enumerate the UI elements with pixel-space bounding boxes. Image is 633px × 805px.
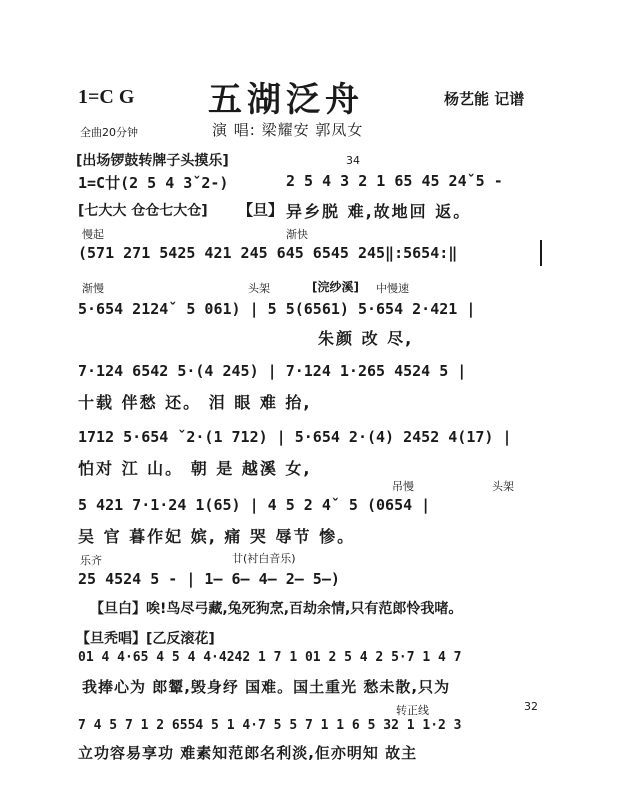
lyric-line: 异乡脱 难,故地回 返。 [286, 202, 472, 221]
tempo-mark: 转正线 [396, 704, 429, 717]
tempo-mark: 渐慢 [82, 282, 104, 295]
tempo-mark: 中慢速 [376, 282, 409, 295]
notation-line: 5·654 2124ˇ 5 061) | 5 5(6561) 5·654 2·421 | [78, 300, 476, 318]
lyric-line: 怕对 江 山。 朝 是 越溪 女, [78, 459, 312, 478]
tempo-mark: 头架 [248, 282, 270, 295]
notation-line: 1=C廿(2 5 4 3ˇ2-) [78, 174, 229, 192]
tempo-mark: 渐快 [286, 228, 308, 241]
tempo-mark: 慢起 [82, 228, 104, 241]
notation-line: 5 421 7·1·24 1(65) | 4 5 2 4ˇ 5 (0654 | [78, 496, 431, 514]
lyric-line: 十载 伴愁 还。 泪 眼 难 抬, [78, 393, 312, 412]
tempo-mark: 吊慢 [392, 480, 414, 493]
notation-line: 7·124 6542 5·(4 245) | 7·124 1·265 4524 5 | [78, 362, 467, 380]
tempo-annotation: 34 [346, 154, 360, 167]
lyric-line: 立功容易享功 难素知范郎名利淡,佢亦明知 故主 [78, 744, 418, 762]
notation-line: 2 5 4 3 2 1 65 45 24ˇ5 - [286, 172, 503, 190]
lyric-line: 朱颜 改 尽, [318, 329, 414, 348]
page-title: 五湖泛舟 [208, 80, 364, 120]
tempo-annotation: 32 [524, 700, 538, 713]
notation-line: 7 4 5 7 1 2 6554 5 1 4·7 5 5 7 1 1 6 5 32 1 1·2 3 [78, 718, 462, 733]
tune-tag: [浣纱溪] [312, 280, 359, 294]
duration-note: 全曲20分钟 [80, 126, 138, 139]
notation-line: (571 271 5425 421 245 645 6545 245‖:5654:‖ [78, 244, 458, 262]
section-label: 【旦秃唱】[乙反滚花] [76, 631, 215, 647]
notation-line: 1712 5·654 ˇ2·(1 712) | 5·654 2·(4) 2452 4(17) | [78, 428, 512, 446]
spoken-line: 【旦白】唉!鸟尽弓藏,兔死狗烹,百劫余情,只有范郎怜我啫。 [90, 601, 463, 617]
section-label: [出场锣鼓转牌子头摸乐] [76, 153, 229, 169]
notation-line: 01 4 4·65 4 5 4 4·4242 1 7 1 01 2 5 4 2 5·7 1 4 7 [78, 650, 462, 665]
key-signature: 1=C G [78, 86, 135, 108]
singers-line: 演 唱: 梁耀安 郭凤女 [212, 121, 364, 139]
tempo-mark: 廿(衬白音乐) [232, 552, 296, 565]
tempo-mark: 乐齐 [80, 554, 102, 567]
role-marker: 【旦】 [238, 201, 284, 219]
barline [540, 240, 542, 266]
transcriber-credit: 杨艺能 记谱 [444, 90, 525, 108]
notation-line: 25 4524 5 - | 1— 6— 4— 2— 5—) [78, 570, 340, 588]
tempo-mark: 头架 [492, 480, 514, 493]
lyric-line: 我捧心为 郎颦,毁身纾 国难。国土重光 愁未散,只为 [82, 678, 451, 696]
percussion-cue: [七大大 仓仓七大仓] [78, 203, 208, 219]
lyric-line: 吴 官 暮作妃 嫔, 痛 哭 辱节 惨。 [78, 527, 356, 546]
